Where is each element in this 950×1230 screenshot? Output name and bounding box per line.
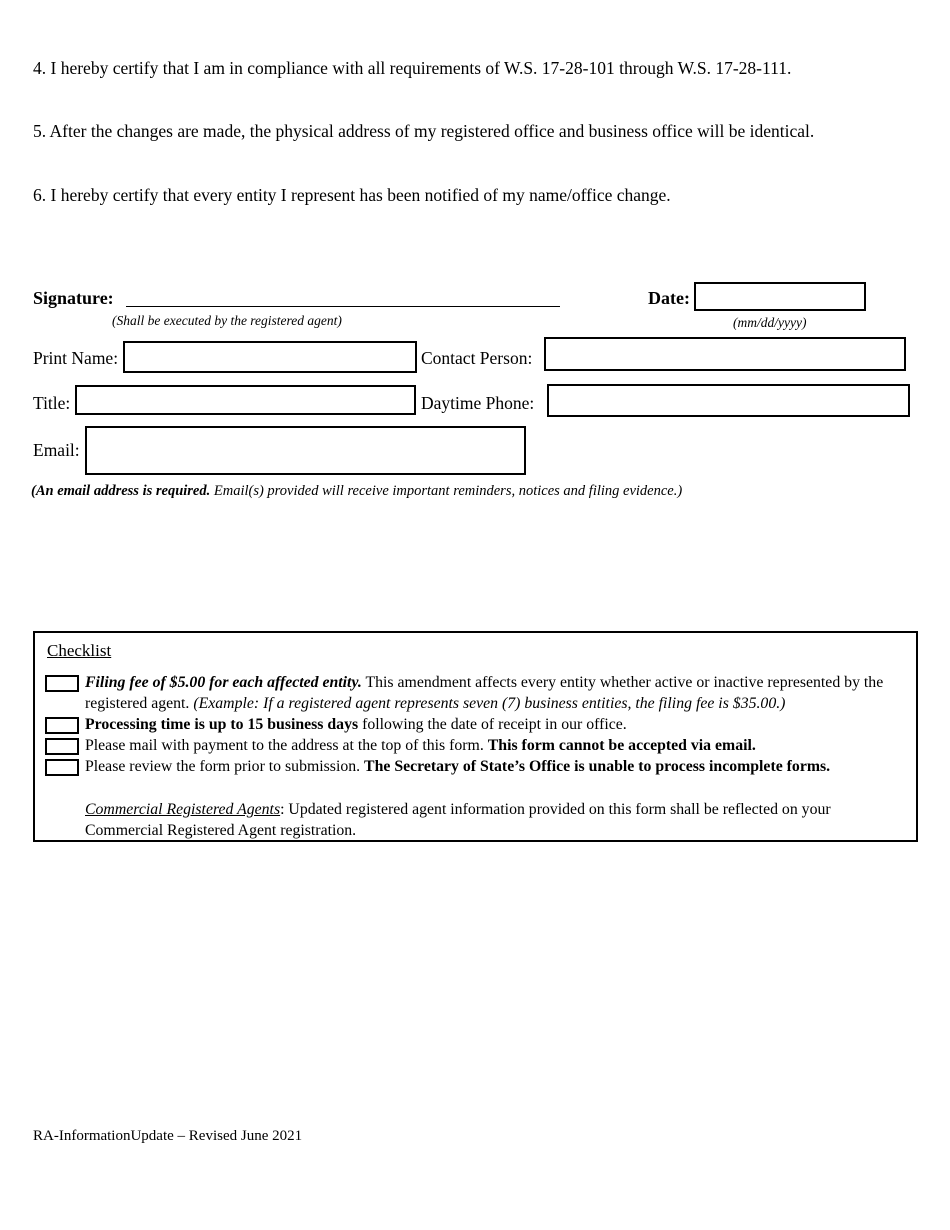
email-label: Email: — [33, 440, 80, 460]
checklist-items — [43, 672, 910, 777]
commercial-agents-heading: Commercial Registered Agents — [85, 801, 281, 818]
checklist-item[interactable] — [43, 714, 910, 735]
signature-line[interactable] — [126, 306, 560, 307]
checklist-title: Checklist — [47, 641, 112, 660]
title-label: Title: — [33, 393, 71, 413]
checklist-item-text — [85, 756, 910, 777]
checkbox-icon[interactable] — [45, 759, 79, 776]
date-input[interactable] — [694, 282, 866, 311]
checkbox-icon[interactable] — [45, 738, 79, 755]
certification-statement-4: 4. I hereby certify that I am in compliance with all requirements of W.S. 17-28-101 through W.S. 17-28-111. — [33, 58, 792, 78]
title-input[interactable] — [75, 385, 416, 415]
checklist-item-lead: Processing time is up to 15 business days — [85, 716, 359, 734]
checklist-item-text — [85, 735, 910, 756]
checklist-item-body: following the date of receipt in our office. — [358, 716, 627, 734]
email-note-bold-part: (An email address is required. — [31, 483, 211, 499]
checklist-item[interactable] — [43, 735, 910, 756]
email-requirement-note — [31, 483, 682, 500]
daytime-phone-input[interactable] — [547, 384, 910, 417]
checklist-item-body: Please mail with payment to the address at the top of this form. — [85, 737, 488, 755]
print-name-input[interactable] — [123, 341, 417, 373]
checklist-item-example: (Example: If a registered agent represents seven (7) business entities, the filing fee is $35.00.) — [193, 695, 786, 713]
certification-statement-6: 6. I hereby certify that every entity I represent has been notified of my name/office change. — [33, 185, 671, 205]
commercial-agents-body: : Updated registered agent information provided on this form shall be reflected on your Commercial Registered Agent registration. — [85, 801, 831, 840]
email-note-rest: Email(s) provided will receive important reminders, notices and filing evidence.) — [210, 483, 683, 499]
checkbox-icon[interactable] — [45, 717, 79, 734]
checklist-item-body: This amendment affects every entity whether active or inactive represented by the registered agent. — [85, 674, 884, 713]
checklist-item-text — [85, 714, 910, 735]
checklist-item-emphasis: The Secretary of State’s Office is unable to process incomplete forms. — [364, 758, 831, 776]
checklist-item[interactable] — [43, 672, 910, 714]
checklist-panel — [33, 631, 918, 842]
date-label: Date: — [648, 288, 690, 308]
date-format-caption: (mm/dd/yyyy) — [733, 315, 807, 330]
certification-statement-5: 5. After the changes are made, the physical address of my registered office and business office will be identical. — [33, 121, 815, 141]
footer-revision-text: RA-InformationUpdate – Revised June 2021 — [33, 1128, 303, 1144]
checklist-item-lead: Filing fee of $5.00 for each affected entity. — [85, 674, 362, 691]
checkbox-icon[interactable] — [45, 675, 79, 692]
checklist-item-body: Please review the form prior to submission. — [85, 758, 365, 776]
checklist-item-text — [85, 672, 910, 714]
checklist-item[interactable] — [43, 756, 910, 777]
signature-label: Signature: — [33, 288, 114, 308]
commercial-registered-agents-note — [85, 799, 902, 841]
print-name-label: Print Name: — [33, 348, 119, 368]
checklist-item-emphasis: This form cannot be accepted via email. — [487, 737, 756, 755]
daytime-phone-label: Daytime Phone: — [421, 393, 535, 413]
contact-person-label: Contact Person: — [421, 348, 533, 368]
email-input[interactable] — [85, 426, 526, 475]
contact-person-input[interactable] — [544, 337, 906, 371]
signature-caption: (Shall be executed by the registered agent) — [112, 313, 342, 328]
